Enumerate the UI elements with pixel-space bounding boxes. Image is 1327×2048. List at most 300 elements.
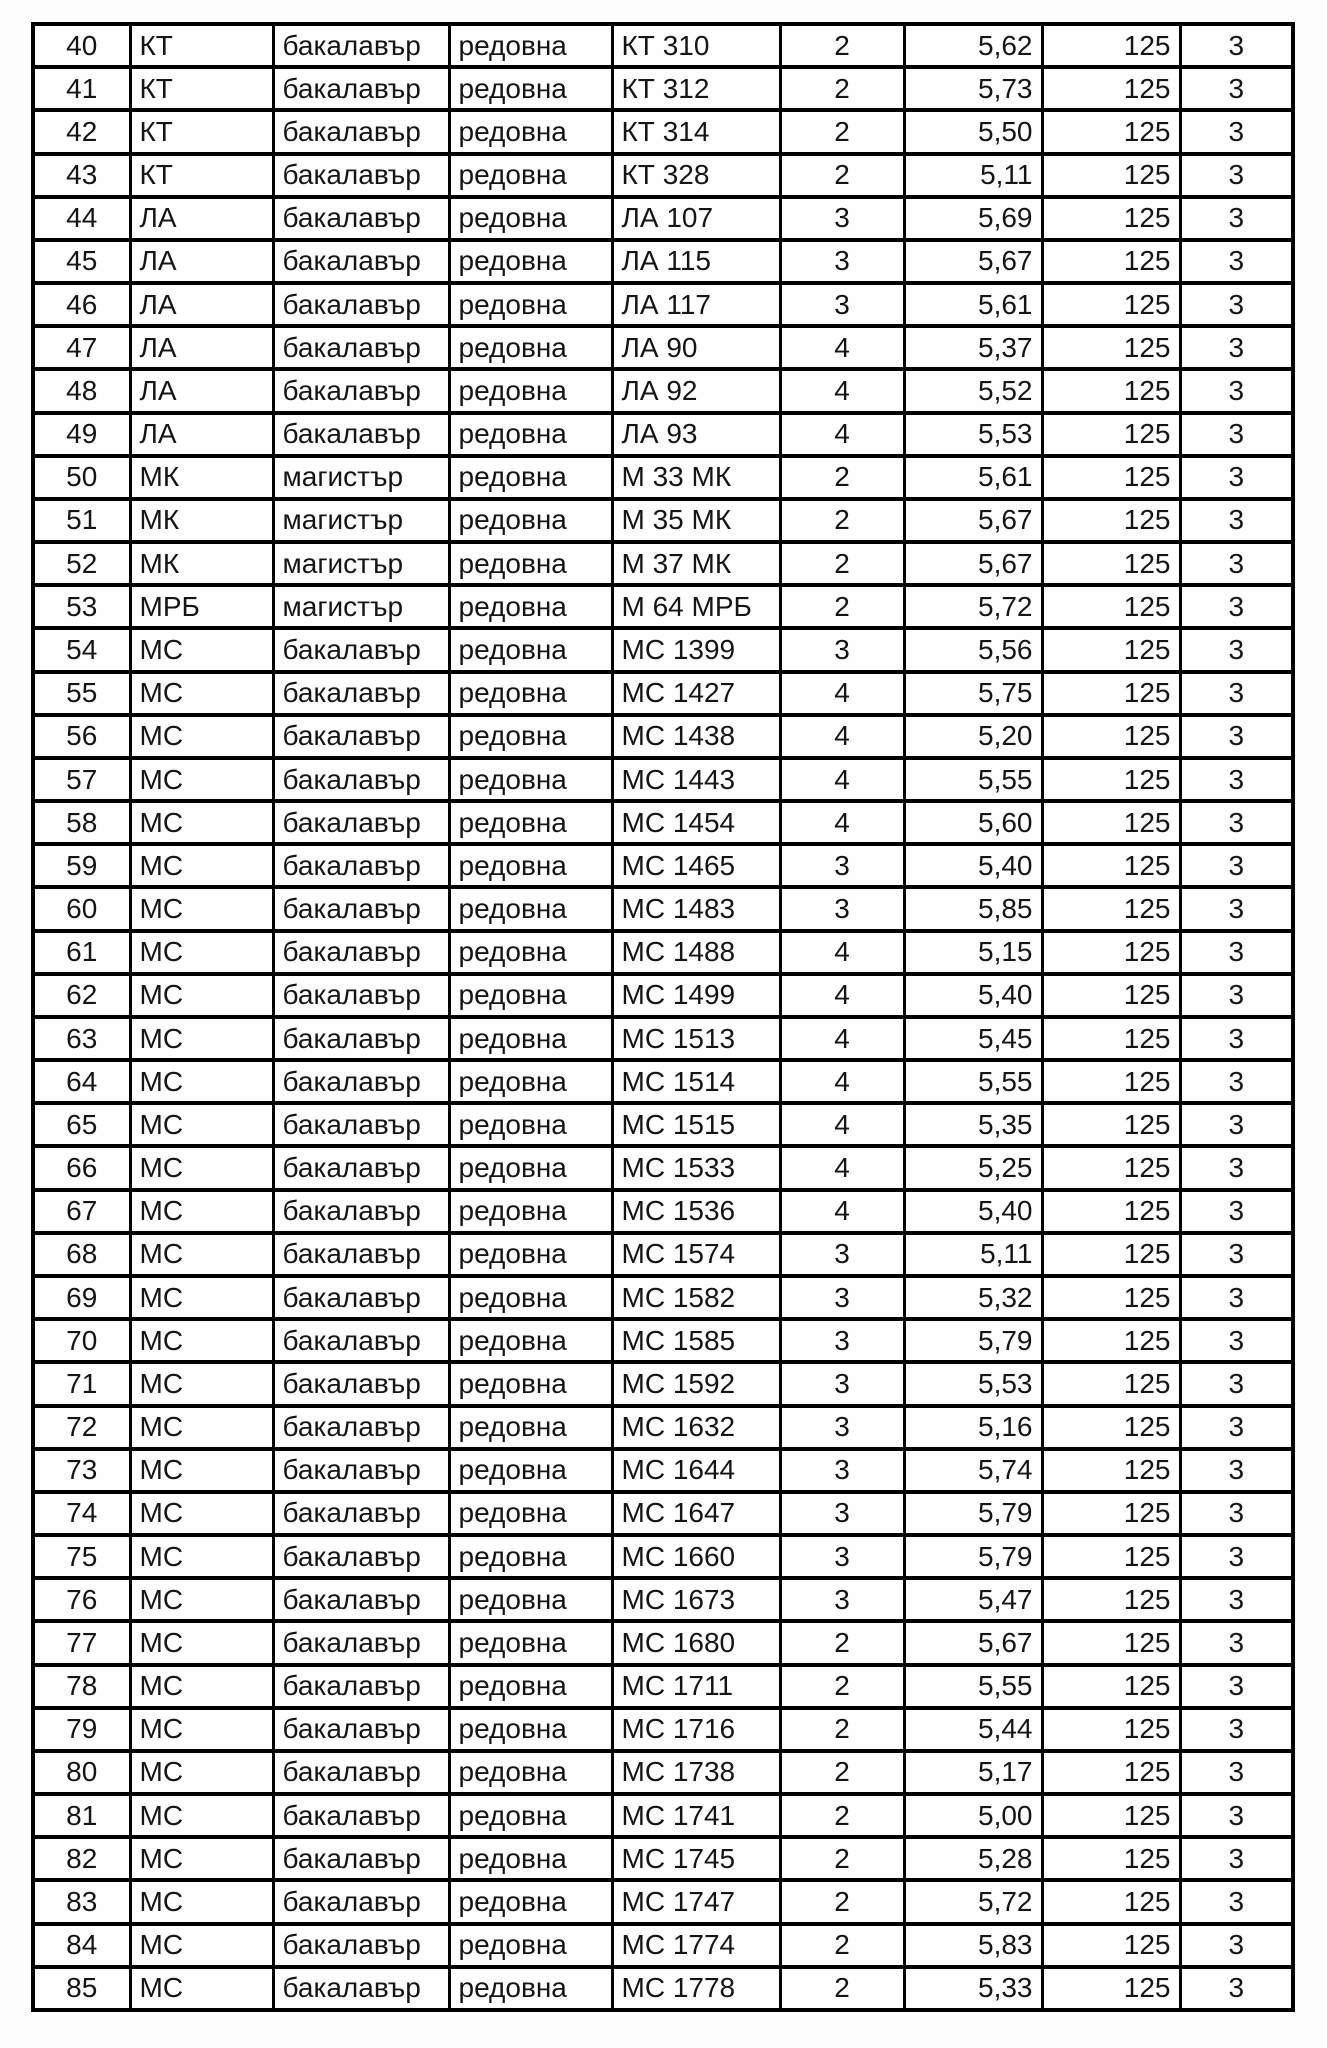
table-row <box>33 1406 1293 1449</box>
table-cell: 125 <box>1042 197 1180 240</box>
table-cell: магистър <box>273 542 449 585</box>
table-cell: 2 <box>780 542 904 585</box>
table-cell: ЛА 107 <box>612 197 780 240</box>
table-cell: бакалавър <box>273 110 449 153</box>
table-cell: 125 <box>1042 413 1180 456</box>
table-cell: 3 <box>780 1233 904 1276</box>
table-row <box>33 1751 1293 1794</box>
table-cell: бакалавър <box>273 1665 449 1708</box>
table-row <box>33 758 1293 801</box>
table-cell: 3 <box>780 1319 904 1362</box>
table-cell: 5,52 <box>904 369 1042 412</box>
table-cell: редовна <box>449 413 612 456</box>
table-cell: 5,69 <box>904 197 1042 240</box>
table-cell: редовна <box>449 1492 612 1535</box>
table-row <box>33 1578 1293 1621</box>
table-cell: 125 <box>1042 1794 1180 1837</box>
table-cell: бакалавър <box>273 931 449 974</box>
table-cell: 3 <box>1180 1535 1293 1578</box>
table-cell: бакалавър <box>273 801 449 844</box>
table-cell: МС <box>130 1017 273 1060</box>
table-row <box>33 499 1293 542</box>
table-cell: МС 1574 <box>612 1233 780 1276</box>
table-row <box>33 628 1293 671</box>
table-cell: 4 <box>780 1060 904 1103</box>
table-cell: МС <box>130 801 273 844</box>
table-cell: 125 <box>1042 1406 1180 1449</box>
table-cell: бакалавър <box>273 1837 449 1880</box>
table-cell: редовна <box>449 1190 612 1233</box>
table-cell: 3 <box>1180 67 1293 110</box>
table-cell: редовна <box>449 585 612 628</box>
table-cell: 3 <box>1180 326 1293 369</box>
table-cell: редовна <box>449 1276 612 1319</box>
table-cell: 125 <box>1042 1146 1180 1189</box>
table-cell: 3 <box>1180 1751 1293 1794</box>
table-cell: МС <box>130 715 273 758</box>
table-cell: бакалавър <box>273 1794 449 1837</box>
table-cell: 3 <box>1180 844 1293 887</box>
table-cell: 2 <box>780 1621 904 1664</box>
table-cell: МС 1680 <box>612 1621 780 1664</box>
table-cell: бакалавър <box>273 1967 449 2010</box>
table-cell: редовна <box>449 801 612 844</box>
table-cell: МС 1711 <box>612 1665 780 1708</box>
table-cell: 125 <box>1042 1319 1180 1362</box>
table-cell: 53 <box>33 585 130 628</box>
table-cell: МС <box>130 887 273 930</box>
table-cell: бакалавър <box>273 1406 449 1449</box>
table-cell: 125 <box>1042 1535 1180 1578</box>
table-cell: бакалавър <box>273 974 449 1017</box>
table-cell: 125 <box>1042 1621 1180 1664</box>
table-cell: 68 <box>33 1233 130 1276</box>
table-cell: 5,35 <box>904 1103 1042 1146</box>
table-cell: 3 <box>1180 240 1293 283</box>
table-cell: бакалавър <box>273 1708 449 1751</box>
table-cell: редовна <box>449 672 612 715</box>
table-cell: 3 <box>1180 499 1293 542</box>
table-cell: 5,67 <box>904 1621 1042 1664</box>
table-cell: МС 1514 <box>612 1060 780 1103</box>
table-cell: 5,50 <box>904 110 1042 153</box>
table-cell: 125 <box>1042 974 1180 1017</box>
table-row <box>33 672 1293 715</box>
table-row <box>33 110 1293 153</box>
table-cell: МС <box>130 1967 273 2010</box>
table-cell: бакалавър <box>273 1233 449 1276</box>
table-cell: 65 <box>33 1103 130 1146</box>
table-cell: 41 <box>33 67 130 110</box>
table-cell: 70 <box>33 1319 130 1362</box>
table-cell: МС <box>130 1535 273 1578</box>
table-cell: 5,83 <box>904 1924 1042 1967</box>
table-cell: редовна <box>449 1837 612 1880</box>
table-cell: 4 <box>780 974 904 1017</box>
table-cell: 56 <box>33 715 130 758</box>
table-cell: 5,25 <box>904 1146 1042 1189</box>
table-cell: редовна <box>449 326 612 369</box>
table-cell: редовна <box>449 1103 612 1146</box>
table-cell: 3 <box>1180 1708 1293 1751</box>
table-cell: МС 1716 <box>612 1708 780 1751</box>
table-cell: 76 <box>33 1578 130 1621</box>
table-row <box>33 326 1293 369</box>
table-cell: 54 <box>33 628 130 671</box>
table-cell: редовна <box>449 1146 612 1189</box>
table-row <box>33 1233 1293 1276</box>
table-cell: МС 1515 <box>612 1103 780 1146</box>
table-cell: редовна <box>449 542 612 585</box>
table-cell: редовна <box>449 456 612 499</box>
table-row <box>33 1837 1293 1880</box>
table-cell: 4 <box>780 1190 904 1233</box>
table-cell: бакалавър <box>273 844 449 887</box>
table-cell: 78 <box>33 1665 130 1708</box>
table-cell: 49 <box>33 413 130 456</box>
table-cell: МС 1443 <box>612 758 780 801</box>
table-cell: 62 <box>33 974 130 1017</box>
table-cell: 125 <box>1042 715 1180 758</box>
table-cell: 3 <box>1180 1017 1293 1060</box>
table-cell: 2 <box>780 1924 904 1967</box>
table-cell: 5,11 <box>904 154 1042 197</box>
table-cell: 2 <box>780 499 904 542</box>
table-cell: 125 <box>1042 1837 1180 1880</box>
table-cell: 66 <box>33 1146 130 1189</box>
table-row <box>33 240 1293 283</box>
table-row <box>33 1708 1293 1751</box>
table-cell: 4 <box>780 1103 904 1146</box>
table-cell: редовна <box>449 1535 612 1578</box>
table-cell: редовна <box>449 1233 612 1276</box>
table-cell: 3 <box>780 283 904 326</box>
table-cell: 71 <box>33 1362 130 1405</box>
grades-table <box>31 22 1295 2012</box>
table-cell: бакалавър <box>273 1017 449 1060</box>
table-cell: МС 1632 <box>612 1406 780 1449</box>
table-cell: редовна <box>449 240 612 283</box>
table-cell: 82 <box>33 1837 130 1880</box>
table-cell: 42 <box>33 110 130 153</box>
table-cell: МС <box>130 1665 273 1708</box>
table-cell: 52 <box>33 542 130 585</box>
table-row <box>33 887 1293 930</box>
table-cell: редовна <box>449 24 612 67</box>
table-cell: магистър <box>273 499 449 542</box>
table-cell: МС <box>130 1621 273 1664</box>
table-cell: М 33 МК <box>612 456 780 499</box>
table-cell: бакалавър <box>273 197 449 240</box>
table-cell: 125 <box>1042 456 1180 499</box>
table-row <box>33 801 1293 844</box>
table-cell: 125 <box>1042 1276 1180 1319</box>
table-cell: ЛА 92 <box>612 369 780 412</box>
table-cell: 3 <box>780 1492 904 1535</box>
table-cell: 4 <box>780 931 904 974</box>
table-cell: 3 <box>1180 974 1293 1017</box>
table-cell: МС 1465 <box>612 844 780 887</box>
table-cell: 125 <box>1042 1708 1180 1751</box>
table-cell: 83 <box>33 1880 130 1923</box>
table-cell: 85 <box>33 1967 130 2010</box>
table-cell: 125 <box>1042 326 1180 369</box>
table-cell: 3 <box>1180 456 1293 499</box>
table-cell: 3 <box>1180 1665 1293 1708</box>
table-cell: бакалавър <box>273 1751 449 1794</box>
table-cell: 84 <box>33 1924 130 1967</box>
table-cell: 3 <box>780 240 904 283</box>
table-cell: 5,55 <box>904 758 1042 801</box>
table-cell: 125 <box>1042 931 1180 974</box>
table-cell: КТ <box>130 110 273 153</box>
table-cell: 2 <box>780 67 904 110</box>
table-cell: МС <box>130 931 273 974</box>
table-cell: ЛА <box>130 197 273 240</box>
table-cell: 2 <box>780 24 904 67</box>
table-cell: редовна <box>449 1880 612 1923</box>
table-cell: 125 <box>1042 24 1180 67</box>
table-cell: 2 <box>780 1751 904 1794</box>
table-row <box>33 1319 1293 1362</box>
table-cell: бакалавър <box>273 240 449 283</box>
table-cell: 5,61 <box>904 456 1042 499</box>
table-cell: М 64 МРБ <box>612 585 780 628</box>
table-cell: 3 <box>1180 1794 1293 1837</box>
table-row <box>33 1535 1293 1578</box>
table-cell: 58 <box>33 801 130 844</box>
table-cell: 5,67 <box>904 499 1042 542</box>
table-row <box>33 1880 1293 1923</box>
table-cell: МС 1483 <box>612 887 780 930</box>
table-cell: 5,44 <box>904 1708 1042 1751</box>
table-cell: МС 1741 <box>612 1794 780 1837</box>
table-row <box>33 844 1293 887</box>
table-cell: редовна <box>449 1406 612 1449</box>
table-row <box>33 1665 1293 1708</box>
table-cell: 125 <box>1042 67 1180 110</box>
table-row <box>33 1794 1293 1837</box>
table-row <box>33 715 1293 758</box>
table-cell: ЛА 117 <box>612 283 780 326</box>
table-cell: редовна <box>449 1017 612 1060</box>
table-cell: 3 <box>780 1362 904 1405</box>
table-cell: 4 <box>780 672 904 715</box>
table-cell: МС 1454 <box>612 801 780 844</box>
table-cell: 3 <box>1180 585 1293 628</box>
table-cell: 47 <box>33 326 130 369</box>
table-cell: 3 <box>780 1276 904 1319</box>
table-cell: 3 <box>1180 715 1293 758</box>
table-cell: 125 <box>1042 1880 1180 1923</box>
table-cell: ЛА <box>130 240 273 283</box>
table-cell: редовна <box>449 1621 612 1664</box>
table-cell: 5,79 <box>904 1535 1042 1578</box>
table-cell: бакалавър <box>273 1276 449 1319</box>
table-cell: 125 <box>1042 585 1180 628</box>
table-cell: 125 <box>1042 801 1180 844</box>
table-cell: ЛА 93 <box>612 413 780 456</box>
table-cell: 3 <box>1180 1492 1293 1535</box>
table-cell: 72 <box>33 1406 130 1449</box>
table-cell: МС <box>130 758 273 801</box>
table-cell: КТ <box>130 67 273 110</box>
table-cell: редовна <box>449 1665 612 1708</box>
table-cell: МС <box>130 1751 273 1794</box>
table-cell: 5,61 <box>904 283 1042 326</box>
table-cell: бакалавър <box>273 413 449 456</box>
table-cell: МС 1747 <box>612 1880 780 1923</box>
table-cell: 2 <box>780 1837 904 1880</box>
table-cell: 64 <box>33 1060 130 1103</box>
table-cell: МС 1660 <box>612 1535 780 1578</box>
table-cell: бакалавър <box>273 1449 449 1492</box>
table-cell: МС <box>130 1276 273 1319</box>
table-cell: бакалавър <box>273 758 449 801</box>
table-cell: 3 <box>1180 24 1293 67</box>
table-cell: 4 <box>780 758 904 801</box>
table-cell: 5,45 <box>904 1017 1042 1060</box>
table-cell: бакалавър <box>273 24 449 67</box>
table-cell: 5,67 <box>904 240 1042 283</box>
table-cell: 3 <box>780 1535 904 1578</box>
table-cell: редовна <box>449 715 612 758</box>
table-cell: 57 <box>33 758 130 801</box>
table-cell: 5,28 <box>904 1837 1042 1880</box>
table-cell: редовна <box>449 1967 612 2010</box>
table-cell: 3 <box>1180 197 1293 240</box>
table-cell: МС 1427 <box>612 672 780 715</box>
table-cell: МС 1438 <box>612 715 780 758</box>
table-cell: редовна <box>449 67 612 110</box>
table-cell: 74 <box>33 1492 130 1535</box>
table-cell: 125 <box>1042 283 1180 326</box>
table-cell: ЛА 115 <box>612 240 780 283</box>
table-row <box>33 154 1293 197</box>
table-cell: бакалавър <box>273 1535 449 1578</box>
table-cell: МС 1774 <box>612 1924 780 1967</box>
table-cell: 4 <box>780 326 904 369</box>
table-cell: 5,40 <box>904 844 1042 887</box>
table-cell: 125 <box>1042 1967 1180 2010</box>
table-cell: 5,40 <box>904 1190 1042 1233</box>
table-cell: магистър <box>273 585 449 628</box>
table-cell: редовна <box>449 931 612 974</box>
table-cell: МС 1488 <box>612 931 780 974</box>
table-cell: 125 <box>1042 369 1180 412</box>
table-cell: 63 <box>33 1017 130 1060</box>
table-cell: КТ 310 <box>612 24 780 67</box>
table-cell: 5,60 <box>904 801 1042 844</box>
table-cell: МС <box>130 1233 273 1276</box>
table-cell: 2 <box>780 1708 904 1751</box>
table-cell: бакалавър <box>273 154 449 197</box>
table-cell: бакалавър <box>273 1362 449 1405</box>
table-cell: КТ 314 <box>612 110 780 153</box>
table-cell: 5,15 <box>904 931 1042 974</box>
table-cell: МС 1644 <box>612 1449 780 1492</box>
table-cell: 5,53 <box>904 1362 1042 1405</box>
table-cell: 5,47 <box>904 1578 1042 1621</box>
table-cell: МС <box>130 628 273 671</box>
table-cell: 125 <box>1042 844 1180 887</box>
table-cell: МС <box>130 1190 273 1233</box>
table-cell: 125 <box>1042 1017 1180 1060</box>
table-cell: 67 <box>33 1190 130 1233</box>
table-cell: редовна <box>449 1794 612 1837</box>
table-cell: 44 <box>33 197 130 240</box>
table-cell: бакалавър <box>273 1146 449 1189</box>
table-cell: 3 <box>1180 1233 1293 1276</box>
table-cell: редовна <box>449 1578 612 1621</box>
table-cell: МС 1745 <box>612 1837 780 1880</box>
table-cell: редовна <box>449 1449 612 1492</box>
table-row <box>33 283 1293 326</box>
table-cell: МК <box>130 499 273 542</box>
table-cell: 125 <box>1042 499 1180 542</box>
table-cell: МС <box>130 1362 273 1405</box>
table-cell: 5,53 <box>904 413 1042 456</box>
table-cell: 125 <box>1042 1578 1180 1621</box>
table-cell: 3 <box>1180 110 1293 153</box>
table-cell: 3 <box>1180 1621 1293 1664</box>
table-cell: 50 <box>33 456 130 499</box>
table-cell: 5,16 <box>904 1406 1042 1449</box>
table-cell: 5,11 <box>904 1233 1042 1276</box>
table-cell: 51 <box>33 499 130 542</box>
table-cell: 5,73 <box>904 67 1042 110</box>
table-cell: редовна <box>449 1319 612 1362</box>
table-cell: 3 <box>1180 801 1293 844</box>
table-cell: редовна <box>449 628 612 671</box>
table-row <box>33 1492 1293 1535</box>
table-cell: МС 1499 <box>612 974 780 1017</box>
table-cell: редовна <box>449 154 612 197</box>
table-cell: 3 <box>1180 1146 1293 1189</box>
table-cell: 46 <box>33 283 130 326</box>
table-cell: редовна <box>449 1362 612 1405</box>
table-cell: бакалавър <box>273 1492 449 1535</box>
table-row <box>33 1017 1293 1060</box>
table-cell: 55 <box>33 672 130 715</box>
table-cell: 3 <box>1180 1276 1293 1319</box>
table-cell: 69 <box>33 1276 130 1319</box>
table-cell: 3 <box>1180 1578 1293 1621</box>
table-cell: бакалавър <box>273 1319 449 1362</box>
table-cell: бакалавър <box>273 628 449 671</box>
table-cell: бакалавър <box>273 887 449 930</box>
table-cell: редовна <box>449 1708 612 1751</box>
table-cell: ЛА <box>130 283 273 326</box>
table-cell: 5,79 <box>904 1492 1042 1535</box>
table-cell: 125 <box>1042 154 1180 197</box>
table-cell: МС 1513 <box>612 1017 780 1060</box>
table-cell: 3 <box>1180 1924 1293 1967</box>
table-cell: 45 <box>33 240 130 283</box>
table-row <box>33 974 1293 1017</box>
table-cell: 125 <box>1042 628 1180 671</box>
table-cell: редовна <box>449 974 612 1017</box>
table-cell: 2 <box>780 1794 904 1837</box>
table-row <box>33 456 1293 499</box>
table-cell: 3 <box>1180 542 1293 585</box>
table-cell: 4 <box>780 715 904 758</box>
table-cell: 3 <box>780 628 904 671</box>
table-cell: 3 <box>1180 1880 1293 1923</box>
table-cell: МС 1778 <box>612 1967 780 2010</box>
table-cell: 3 <box>1180 1060 1293 1103</box>
table-cell: бакалавър <box>273 369 449 412</box>
